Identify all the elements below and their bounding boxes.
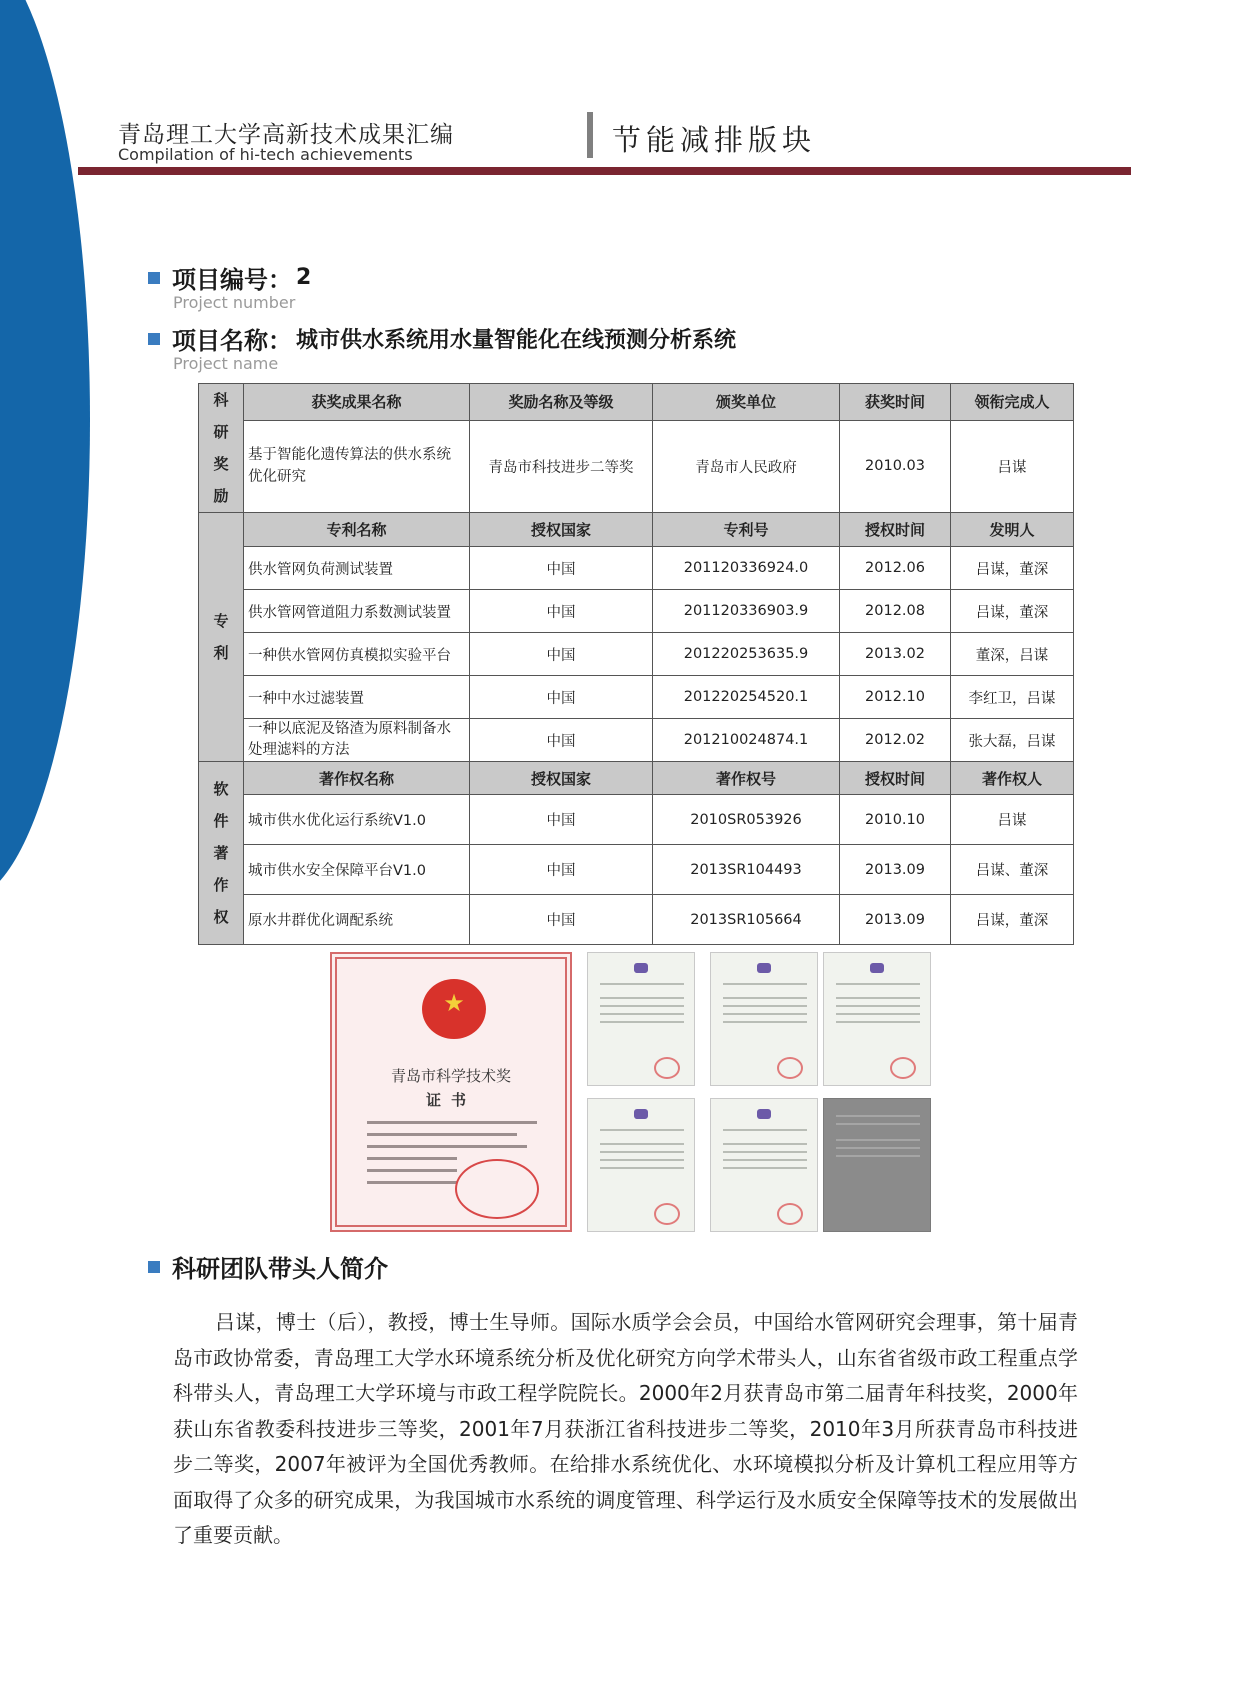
table-cell: 201220253635.9 bbox=[653, 633, 840, 676]
certificate-photos bbox=[330, 952, 940, 1234]
header-divider bbox=[587, 112, 593, 158]
table-header-cell: 获奖成果名称 bbox=[244, 384, 470, 421]
table-header-cell: 领衔完成人 bbox=[951, 384, 1074, 421]
publication-title: 青岛理工大学高新技术成果汇编 bbox=[118, 122, 454, 148]
project-name-value: 城市供水系统用水量智能化在线预测分析系统 bbox=[296, 328, 737, 353]
bullet-square-icon bbox=[148, 272, 160, 284]
table-cell: 中国 bbox=[470, 895, 653, 945]
red-seal-icon bbox=[890, 1057, 916, 1079]
table-cell: 吕谋，董深 bbox=[951, 547, 1074, 590]
table-row bbox=[199, 895, 1074, 945]
certificate-text-line bbox=[367, 1181, 457, 1184]
red-seal-icon bbox=[654, 1057, 680, 1079]
certificate-text-line bbox=[367, 1133, 517, 1136]
table-cell: 中国 bbox=[470, 845, 653, 895]
header-rule bbox=[78, 167, 1131, 175]
table-cell: 中国 bbox=[470, 547, 653, 590]
table-cell: 2012.10 bbox=[840, 676, 951, 719]
table-cell: 城市供水优化运行系统V1.0 bbox=[244, 795, 470, 845]
table-cell: 2010SR053926 bbox=[653, 795, 840, 845]
certificate-subtitle: 证书 bbox=[425, 1091, 476, 1109]
table-cell: 供水管网管道阻力系数测试装置 bbox=[244, 590, 470, 633]
table-cell: 2013SR104493 bbox=[653, 845, 840, 895]
patent-logo-icon bbox=[870, 963, 884, 973]
patent-logo-icon bbox=[634, 1109, 648, 1119]
table-cell: 基于智能化遗传算法的供水系统优化研究 bbox=[244, 420, 470, 512]
red-seal-icon bbox=[654, 1203, 680, 1225]
patent-logo-icon bbox=[757, 1109, 771, 1119]
certificate-text-line bbox=[367, 1157, 457, 1160]
table-header-cell: 专利名称 bbox=[244, 513, 470, 547]
table-row bbox=[199, 719, 1074, 762]
table-header-cell: 著作权号 bbox=[653, 762, 840, 795]
table-cell: 吕谋、董深 bbox=[951, 845, 1074, 895]
table-cell: 中国 bbox=[470, 719, 653, 762]
patent-certificate-image bbox=[710, 952, 818, 1086]
publication-subtitle: Compilation of hi-tech achievements bbox=[118, 145, 413, 164]
table-cell: 张大磊，吕谋 bbox=[951, 719, 1074, 762]
bullet-square-icon bbox=[148, 333, 160, 345]
project-number-heading bbox=[148, 260, 311, 295]
table-header-cell: 奖励名称及等级 bbox=[470, 384, 653, 421]
project-name-label: 项目名称： bbox=[172, 327, 292, 355]
table-cell: 2012.08 bbox=[840, 590, 951, 633]
table-header-cell: 授权时间 bbox=[840, 513, 951, 547]
project-number-value: 2 bbox=[296, 265, 312, 290]
table-cell: 董深，吕谋 bbox=[951, 633, 1074, 676]
table-header-cell: 颁奖单位 bbox=[653, 384, 840, 421]
table-cell: 中国 bbox=[470, 590, 653, 633]
patent-certificate-image bbox=[587, 1098, 695, 1232]
emblem-star-icon: ★ bbox=[443, 989, 465, 1017]
table-cell: 201120336903.9 bbox=[653, 590, 840, 633]
table-cell: 李红卫，吕谋 bbox=[951, 676, 1074, 719]
table-row bbox=[199, 420, 1074, 512]
table-cell: 2012.02 bbox=[840, 719, 951, 762]
table-cell: 供水管网负荷测试装置 bbox=[244, 547, 470, 590]
table-row bbox=[199, 676, 1074, 719]
team-leader-bio: 吕谋，博士（后），教授，博士生导师。国际水质学会会员，中国给水管网研究会理事，第十届青岛市政协常委，青岛理工大学水环境系统分析及优化研究方向学术带头人，山东省省级市政工程重点学科带头人，青岛理工大学环境与市政工程学院院长。2000年2月获青岛市第二届青年科技奖，2000年获山东省教委科技进步三等奖，2001年7月获浙江省科技进步二等奖，2010年3月所获青岛市科技进步二等奖，2007年被评为全国优秀教师。在给排水系统优化、水环境模拟分析及计算机工程应用等方面取得了众多的研究成果，为我国城市水系统的调度管理、科学运行及水质安全保障等技术的发展做出了重要贡献。 bbox=[173, 1310, 1078, 1547]
left-decorative-arc bbox=[0, 0, 90, 900]
table-cell: 2013.09 bbox=[840, 895, 951, 945]
table-cell: 一种中水过滤装置 bbox=[244, 676, 470, 719]
patent-certificate-image bbox=[587, 952, 695, 1086]
software-category: 软 件 著 作 权 bbox=[199, 762, 244, 945]
table-header-cell: 著作权名称 bbox=[244, 762, 470, 795]
table-cell: 城市供水安全保障平台V1.0 bbox=[244, 845, 470, 895]
software-header-row bbox=[199, 762, 1074, 795]
table-header-cell: 授权时间 bbox=[840, 762, 951, 795]
awards-category: 科 研 奖 励 bbox=[199, 384, 244, 513]
table-cell: 2013SR105664 bbox=[653, 895, 840, 945]
table-cell: 2010.10 bbox=[840, 795, 951, 845]
table-cell: 吕谋 bbox=[951, 420, 1074, 512]
table-cell: 吕谋，董深 bbox=[951, 895, 1074, 945]
table-row bbox=[199, 633, 1074, 676]
project-name-en: Project name bbox=[173, 354, 279, 373]
table-cell: 201220254520.1 bbox=[653, 676, 840, 719]
patent-certificate-image bbox=[823, 952, 931, 1086]
red-seal-icon bbox=[777, 1057, 803, 1079]
table-row bbox=[199, 795, 1074, 845]
table-cell: 青岛市人民政府 bbox=[653, 420, 840, 512]
red-seal-icon bbox=[455, 1159, 539, 1219]
table-row bbox=[199, 547, 1074, 590]
table-header-cell: 专利号 bbox=[653, 513, 840, 547]
award-certificate-image bbox=[330, 952, 572, 1232]
patent-certificate-image bbox=[710, 1098, 818, 1232]
certificate-text-line bbox=[367, 1169, 457, 1172]
table-header-cell: 发明人 bbox=[951, 513, 1074, 547]
software-copyright-certificate-image bbox=[823, 1098, 931, 1232]
team-heading bbox=[148, 1249, 388, 1284]
table-cell: 201210024874.1 bbox=[653, 719, 840, 762]
patent-logo-icon bbox=[634, 963, 648, 973]
table-cell: 中国 bbox=[470, 633, 653, 676]
patents-category: 专 利 bbox=[199, 513, 244, 762]
table-cell: 2013.09 bbox=[840, 845, 951, 895]
table-row bbox=[199, 590, 1074, 633]
certificate-text-line bbox=[367, 1145, 527, 1148]
table-cell: 201120336924.0 bbox=[653, 547, 840, 590]
table-row bbox=[199, 845, 1074, 895]
project-number-en: Project number bbox=[173, 293, 296, 312]
table-cell: 吕谋 bbox=[951, 795, 1074, 845]
team-heading-text: 科研团队带头人简介 bbox=[172, 1255, 388, 1283]
patents-header-row bbox=[199, 513, 1074, 547]
table-cell: 吕谋，董深 bbox=[951, 590, 1074, 633]
table-header-cell: 授权国家 bbox=[470, 762, 653, 795]
table-header-cell: 著作权人 bbox=[951, 762, 1074, 795]
achievements-table bbox=[198, 383, 1074, 945]
project-number-label: 项目编号： bbox=[172, 266, 292, 294]
table-cell: 青岛市科技进步二等奖 bbox=[470, 420, 653, 512]
certificate-text-line bbox=[367, 1121, 537, 1124]
table-cell: 中国 bbox=[470, 676, 653, 719]
table-cell: 2013.02 bbox=[840, 633, 951, 676]
bullet-square-icon bbox=[148, 1261, 160, 1273]
table-cell: 原水井群优化调配系统 bbox=[244, 895, 470, 945]
red-seal-icon bbox=[777, 1203, 803, 1225]
project-name-heading bbox=[148, 321, 736, 356]
table-cell: 一种以底泥及铬渣为原料制备水处理滤料的方法 bbox=[244, 719, 470, 762]
table-cell: 2010.03 bbox=[840, 420, 951, 512]
table-header-cell: 授权国家 bbox=[470, 513, 653, 547]
patent-logo-icon bbox=[757, 963, 771, 973]
table-cell: 中国 bbox=[470, 795, 653, 845]
table-cell: 2012.06 bbox=[840, 547, 951, 590]
table-cell: 一种供水管网仿真模拟实验平台 bbox=[244, 633, 470, 676]
section-title: 节能减排版块 bbox=[612, 123, 817, 157]
awards-header-row bbox=[199, 384, 1074, 421]
certificate-title: 青岛市科学技术奖 bbox=[390, 1067, 511, 1085]
table-header-cell: 获奖时间 bbox=[840, 384, 951, 421]
